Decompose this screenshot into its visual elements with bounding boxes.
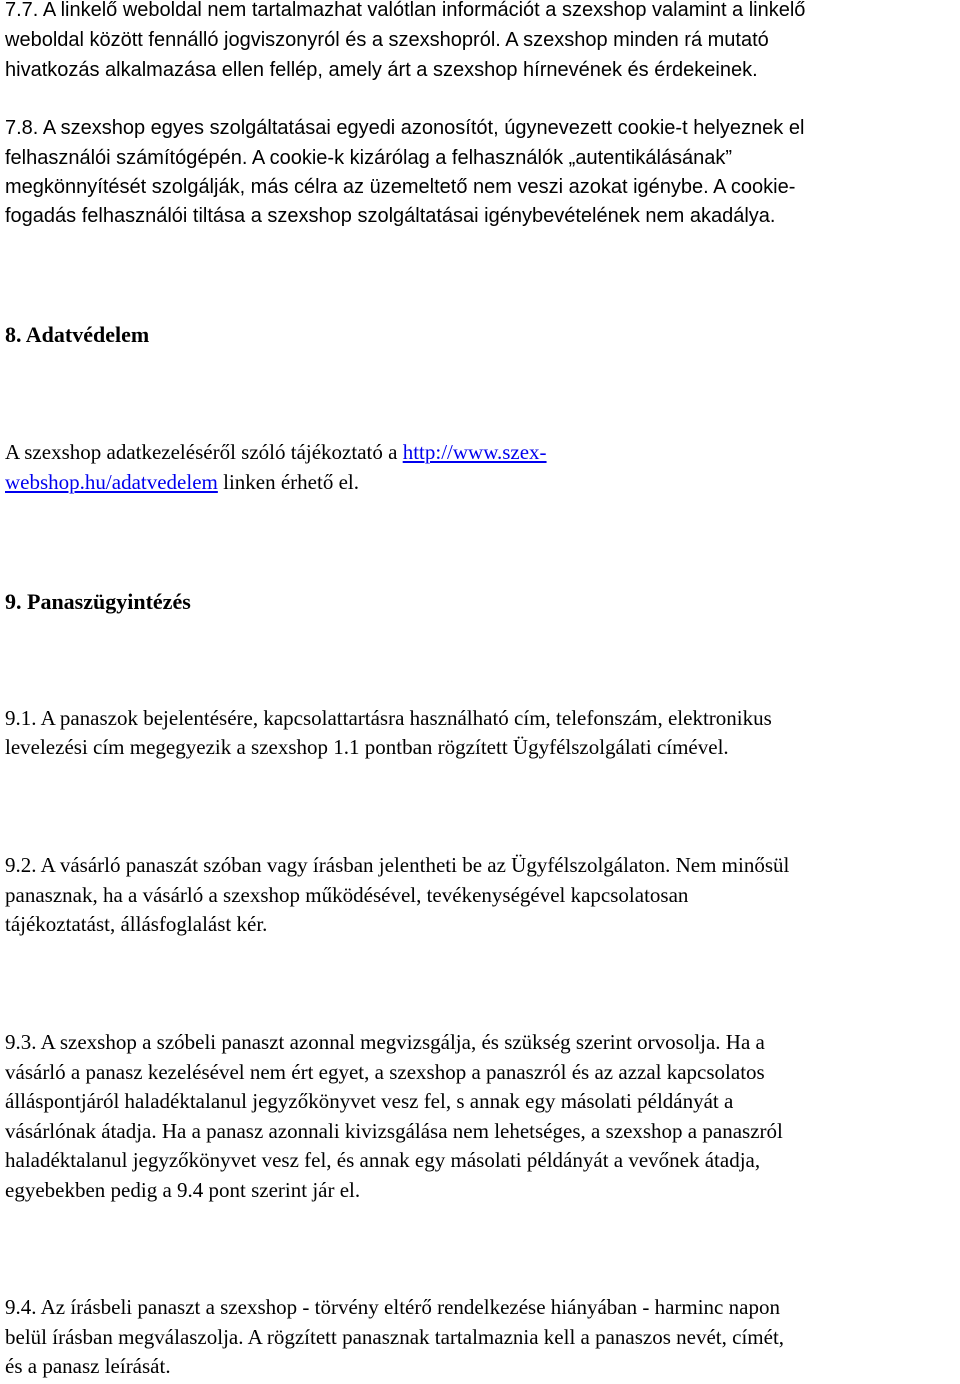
text-line bbox=[5, 468, 359, 497]
text-line: 9.3. A szexshop a szóbeli panaszt azonnal megvizsgálja, és szükség szerint orvosolja. Ha a bbox=[5, 1030, 765, 1054]
text-line: vásárlónak átadja. Ha a panasz azonnali kivizsgálása nem lehetséges, a szexshop a panaszról bbox=[5, 1119, 783, 1143]
text-line bbox=[5, 438, 547, 467]
text-line: haladéktalanul jegyzőkönyvet vesz fel, és annak egy másolati példányát a vevőnek átadja, bbox=[5, 1148, 761, 1172]
text-segment: linken érhető el. bbox=[217, 470, 359, 494]
text-line: levelezési cím megegyezik a szexshop 1.1 pontban rögzített Ügyfélszolgálati címével. bbox=[5, 735, 729, 759]
text-line: 7.7. A linkelő weboldal nem tartalmazhat valótlan információt a szexshop valamint a linkelő bbox=[5, 0, 806, 21]
text-line: egyebekben pedig a 9.4 pont szerint jár el. bbox=[5, 1178, 361, 1202]
privacy-link[interactable]: http://www.szex- bbox=[402, 440, 547, 464]
text-segment: A szexshop adatkezeléséről szóló tájékoztató a bbox=[5, 440, 403, 464]
text-line: 9.1. A panaszok bejelentésére, kapcsolattartásra használható cím, telefonszám, elektronikus bbox=[5, 706, 772, 730]
text-line: fogadás felhasználói tiltása a szexshop szolgáltatásai igénybevételének nem akadálya. bbox=[5, 205, 776, 227]
section-heading-panaszugyintezes: 9. Panaszügyintézés bbox=[5, 589, 191, 614]
text-line: panasznak, ha a vásárló a szexshop működésével, tevékenységével kapcsolatosan bbox=[5, 883, 689, 907]
text-line: belül írásban megválaszolja. A rögzített panasznak tartalmaznia kell a panaszos nevét, címét, bbox=[5, 1325, 785, 1349]
text-line: weboldal között fennálló jogviszonyról és a szexshopról. A szexshop minden rá mutató bbox=[5, 29, 769, 51]
text-line: megkönnyítését szolgálják, más célra az üzemeltető nem veszi azokat igénybe. A cookie- bbox=[5, 176, 796, 198]
text-line: álláspontjáról haladéktalanul jegyzőkönyvet vesz fel, s annak egy másolati példányát a bbox=[5, 1089, 734, 1113]
text-line: hivatkozás alkalmazása ellen fellép, amely árt a szexshop hírnevének és érdekeinek. bbox=[5, 59, 758, 81]
text-line: felhasználói számítógépén. A cookie-k kizárólag a felhasználók „autentikálásának” bbox=[5, 147, 733, 169]
text-line: vásárló a panasz kezelésével nem ért egyet, a szexshop a panaszról és az azzal kapcsolatos bbox=[5, 1060, 765, 1084]
text-line: 7.8. A szexshop egyes szolgáltatásai egyedi azonosítót, úgynevezett cookie-t helyeznek el bbox=[5, 117, 805, 139]
text-line: tájékoztatást, állásfoglalást kér. bbox=[5, 912, 268, 936]
text-line: 9.2. A vásárló panaszát szóban vagy írásban jelentheti be az Ügyfélszolgálaton. Nem minősül bbox=[5, 853, 790, 877]
privacy-link-continued[interactable]: webshop.hu/adatvedelem bbox=[5, 470, 218, 494]
section-heading-adatvedelem: 8. Adatvédelem bbox=[5, 322, 150, 347]
text-line: és a panasz leírását. bbox=[5, 1354, 171, 1378]
text-line: 9.4. Az írásbeli panaszt a szexshop - törvény eltérő rendelkezése hiányában - harminc napon bbox=[5, 1295, 780, 1319]
